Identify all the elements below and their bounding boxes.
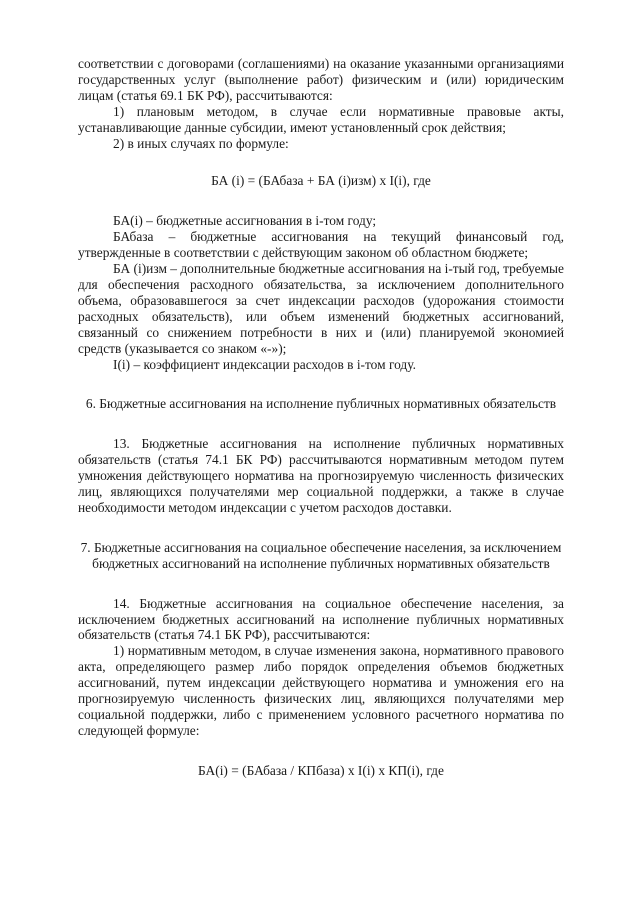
paragraph-14-item-1: 1) нормативным методом, в случае изменения закона, нормативного правового акта, определяющего размер либо порядок определения объемов бюджетных ассигнований, путем индексации действующего норматива и умножения его на прогнозируемую численность физических лиц, являющихся получателями мер социальной поддержки, либо с применением условного расчетного норматива по следующей формуле: — [78, 643, 564, 738]
definition-index: I(i) – коэффициент индексации расходов в i-том году. — [113, 356, 416, 372]
paragraph-intro: соответствии с договорами (соглашениями) на оказание указанными организациями государственных услуг (выполнение работ) физическим и (или) юридическим лицам (статья 69.1 БК РФ), рассчитываются: — [78, 56, 564, 103]
definition-ba-i: БА(i) – бюджетные ассигнования в i-том году; — [113, 213, 377, 229]
section-heading-7: 7. Бюджетные ассигнования на социальное обеспечение населения, за исключением бюджетных ассигнований на исполнение публичных нормативных обязательств — [80, 539, 562, 571]
paragraph-item-1: 1) плановым методом, в случае если нормативные правовые акты, устанавливающие данные субсидии, имеют установленный срок действия; — [78, 103, 564, 135]
document-page — [78, 56, 564, 803]
paragraph-13: 13. Бюджетные ассигнования на исполнение публичных нормативных обязательств (статья 74.1 БК РФ) рассчитываются нормативным методом путем умножения действующего норматива на прогнозируемую численность физических лиц, являющихся получателями мер социальной поддержки, а также в случае необходимости методом индексации с учетом расходов доставки. — [78, 436, 564, 515]
definition-ba-izm: БА (i)изм – дополнительные бюджетные ассигнования на i-тый год, требуемые для обеспечения расходного обязательства, за исключением дополнительного объема, образовавшегося за счет индексации расходов (удорожания стоимости расходных обязательств), или объем изменений бюджетных ассигнований, связанный со снижением потребности в них и (или) планируемой экономией средств (указывается со знаком «-»); — [78, 261, 564, 356]
paragraph-14: 14. Бюджетные ассигнования на социальное обеспечение населения, за исключением бюджетных ассигнований на исполнение публичных нормативных обязательств (статья 74.1 БК РФ), рассчитываются: — [78, 595, 564, 643]
definition-ba-baza: БАбаза – бюджетные ассигнования на текущий финансовый год, утвержденные в соответствии с действующим законом об областном бюджете; — [78, 229, 564, 261]
paragraph-item-2: 2) в иных случаях по формуле: — [113, 135, 289, 151]
formula-1: БА (i) = (БАбаза + БА (i)изм) х I(i), где — [211, 173, 431, 189]
formula-2: БА(i) = (БАбаза / КПбаза) х I(i) х КП(i), где — [198, 762, 444, 778]
section-heading-6: 6. Бюджетные ассигнования на исполнение публичных нормативных обязательств — [85, 396, 557, 412]
